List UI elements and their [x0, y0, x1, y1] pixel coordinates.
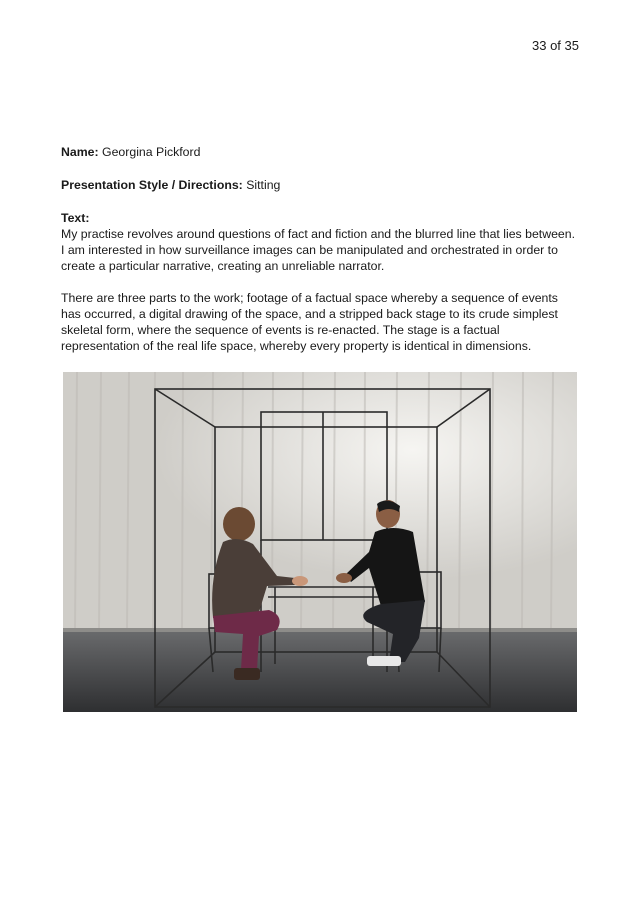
text-label: Text:: [61, 211, 90, 225]
name-value: Georgina Pickford: [102, 145, 201, 159]
floor: [63, 630, 577, 712]
presentation-field: [61, 177, 581, 193]
name-label: Name:: [61, 145, 99, 159]
presentation-value: Sitting: [246, 178, 281, 192]
text-paragraph-2: There are three parts to the work; footage of a factual space whereby a sequence of events has occurred, a digital drawing of the space, and a stripped back stage to its crude simplest skeletal form, where the sequence of events is re-enacted. The stage is a factual representation of the real life space, whereby every property is identical in dimensions.: [61, 291, 558, 353]
presentation-label: Presentation Style / Directions:: [61, 178, 243, 192]
name-field: [61, 144, 581, 160]
text-paragraph-1: My practise revolves around questions of fact and fiction and the blurred line that lies between. I am interested in how surveillance images can be manipulated and orchestrated in order to create a particular narrative, creating an unreliable narrator.: [61, 227, 576, 273]
page-number: 33 of 35: [532, 38, 579, 53]
curtain-backdrop: [63, 372, 577, 632]
document-body: [61, 144, 581, 370]
installation-photo: [63, 372, 577, 712]
